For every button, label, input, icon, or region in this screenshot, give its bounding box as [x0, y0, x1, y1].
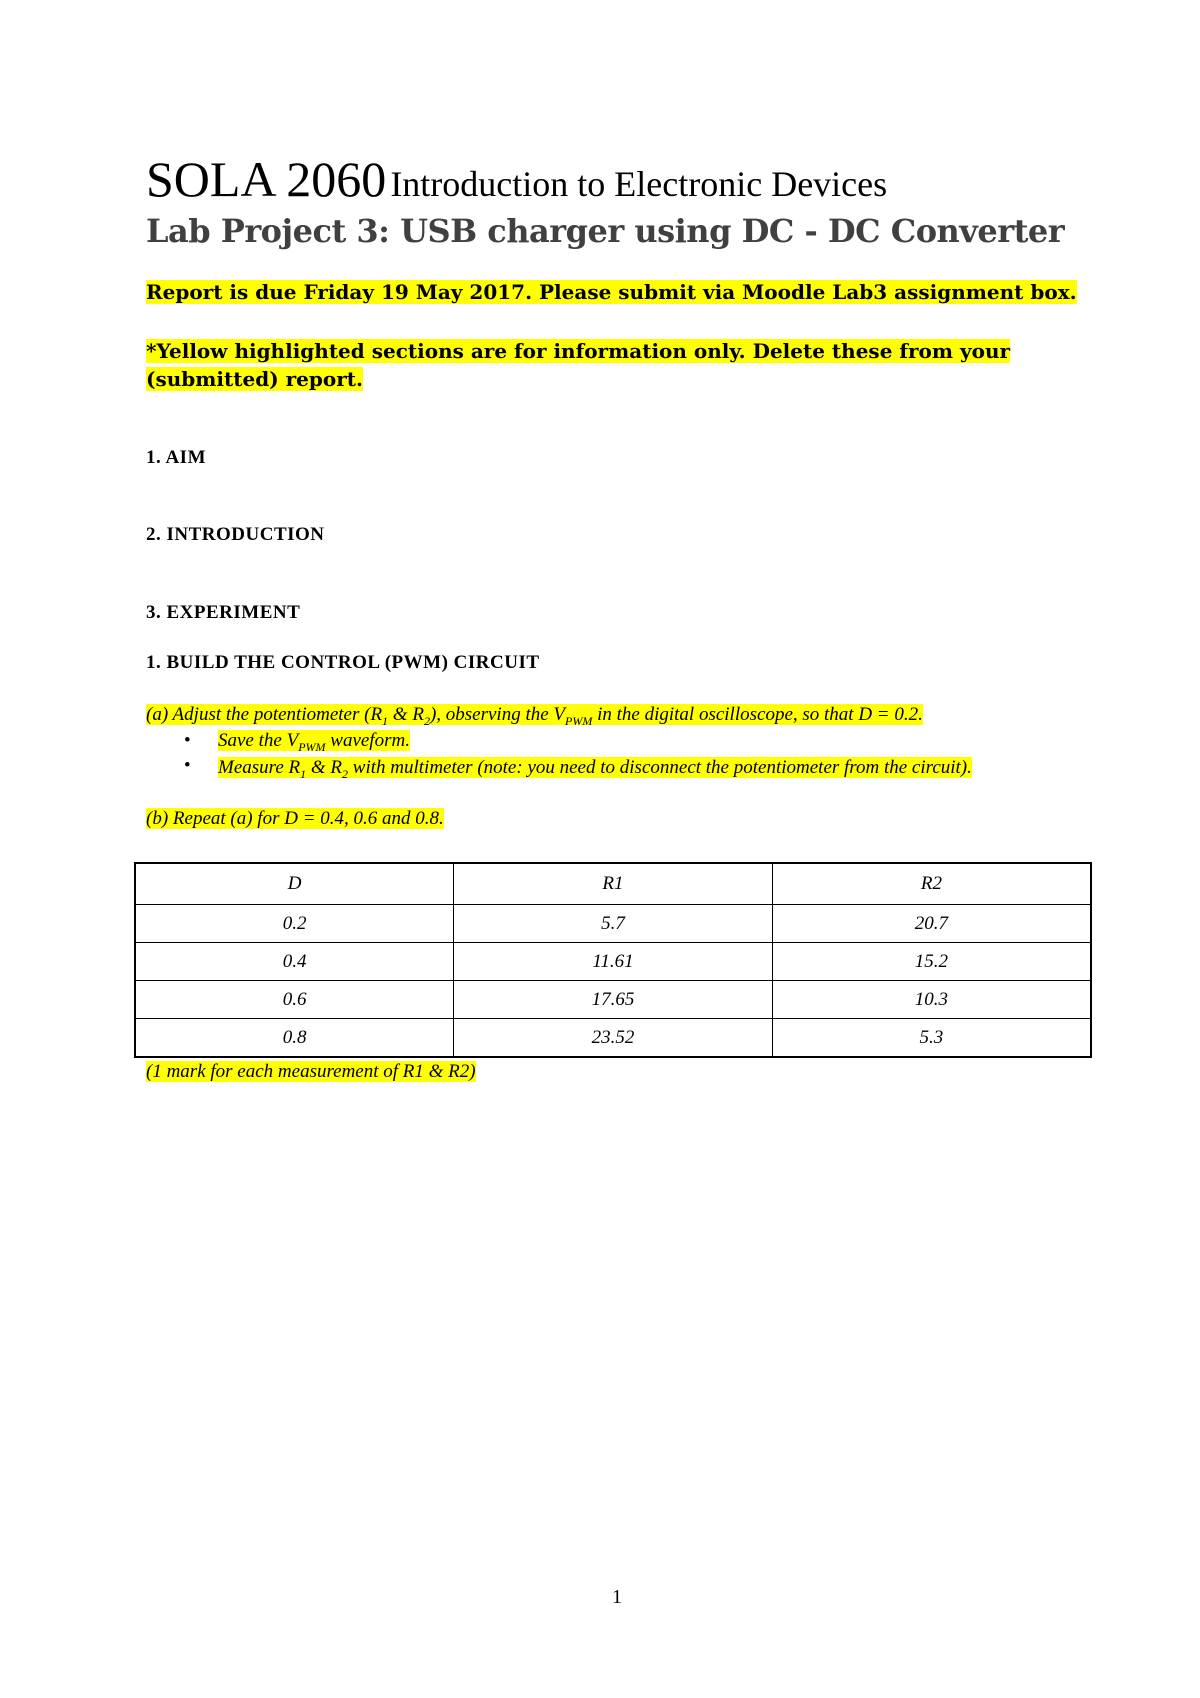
cell-r1: 23.52 — [454, 1019, 773, 1058]
highlight-note — [146, 337, 1086, 393]
table-row — [135, 943, 1091, 981]
cell-r1: 11.61 — [454, 943, 773, 981]
cell-r1: 5.7 — [454, 905, 773, 943]
cell-d: 0.4 — [135, 943, 454, 981]
measurement-table — [134, 862, 1092, 1058]
header-r2: R2 — [772, 863, 1091, 905]
section-experiment: 3. EXPERIMENT — [146, 602, 301, 623]
course-name: Introduction to Electronic Devices — [390, 164, 888, 204]
table-row — [135, 981, 1091, 1019]
header-d: D — [135, 863, 454, 905]
highlight-note-text: *Yellow highlighted sections are for information only. Delete these from your (submitted) report. — [146, 339, 1011, 391]
cell-d: 0.8 — [135, 1019, 454, 1058]
instruction-step-a: (a) Adjust the potentiometer ($R_1$ & $R_2$), observing the $V_{PWM}$ in the digital oscilloscope, so that D = 0.2. — [146, 704, 923, 728]
due-notice — [146, 280, 1077, 304]
cell-r2: 15.2 — [772, 943, 1091, 981]
section-introduction: 2. INTRODUCTION — [146, 524, 325, 545]
lab-subtitle: Lab Project 3: USB charger using DC - DC Converter — [146, 212, 1065, 250]
section-build-control: 1. BUILD THE CONTROL (PWM) CIRCUIT — [146, 652, 540, 673]
table-row — [135, 905, 1091, 943]
cell-r1: 17.65 — [454, 981, 773, 1019]
cell-r2: 10.3 — [772, 981, 1091, 1019]
course-code: SOLA 2060 — [146, 151, 387, 207]
document-title — [146, 150, 887, 208]
bullet-icon: • — [184, 755, 191, 776]
header-r1: R1 — [454, 863, 773, 905]
cell-d: 0.2 — [135, 905, 454, 943]
cell-r2: 20.7 — [772, 905, 1091, 943]
table-header-row — [135, 863, 1091, 905]
table-row — [135, 1019, 1091, 1058]
due-notice-text: Report is due Friday 19 May 2017. Please submit via Moodle Lab3 assignment box. — [146, 280, 1077, 304]
page-number: 1 — [612, 1586, 622, 1608]
marks-note: (1 mark for each measurement of R1 & R2) — [146, 1061, 476, 1082]
bullet-icon: • — [184, 730, 191, 751]
section-aim: 1. AIM — [146, 447, 206, 468]
cell-d: 0.6 — [135, 981, 454, 1019]
cell-r2: 5.3 — [772, 1019, 1091, 1058]
instruction-step-b: (b) Repeat (a) for D = 0.4, 0.6 and 0.8. — [146, 808, 444, 829]
